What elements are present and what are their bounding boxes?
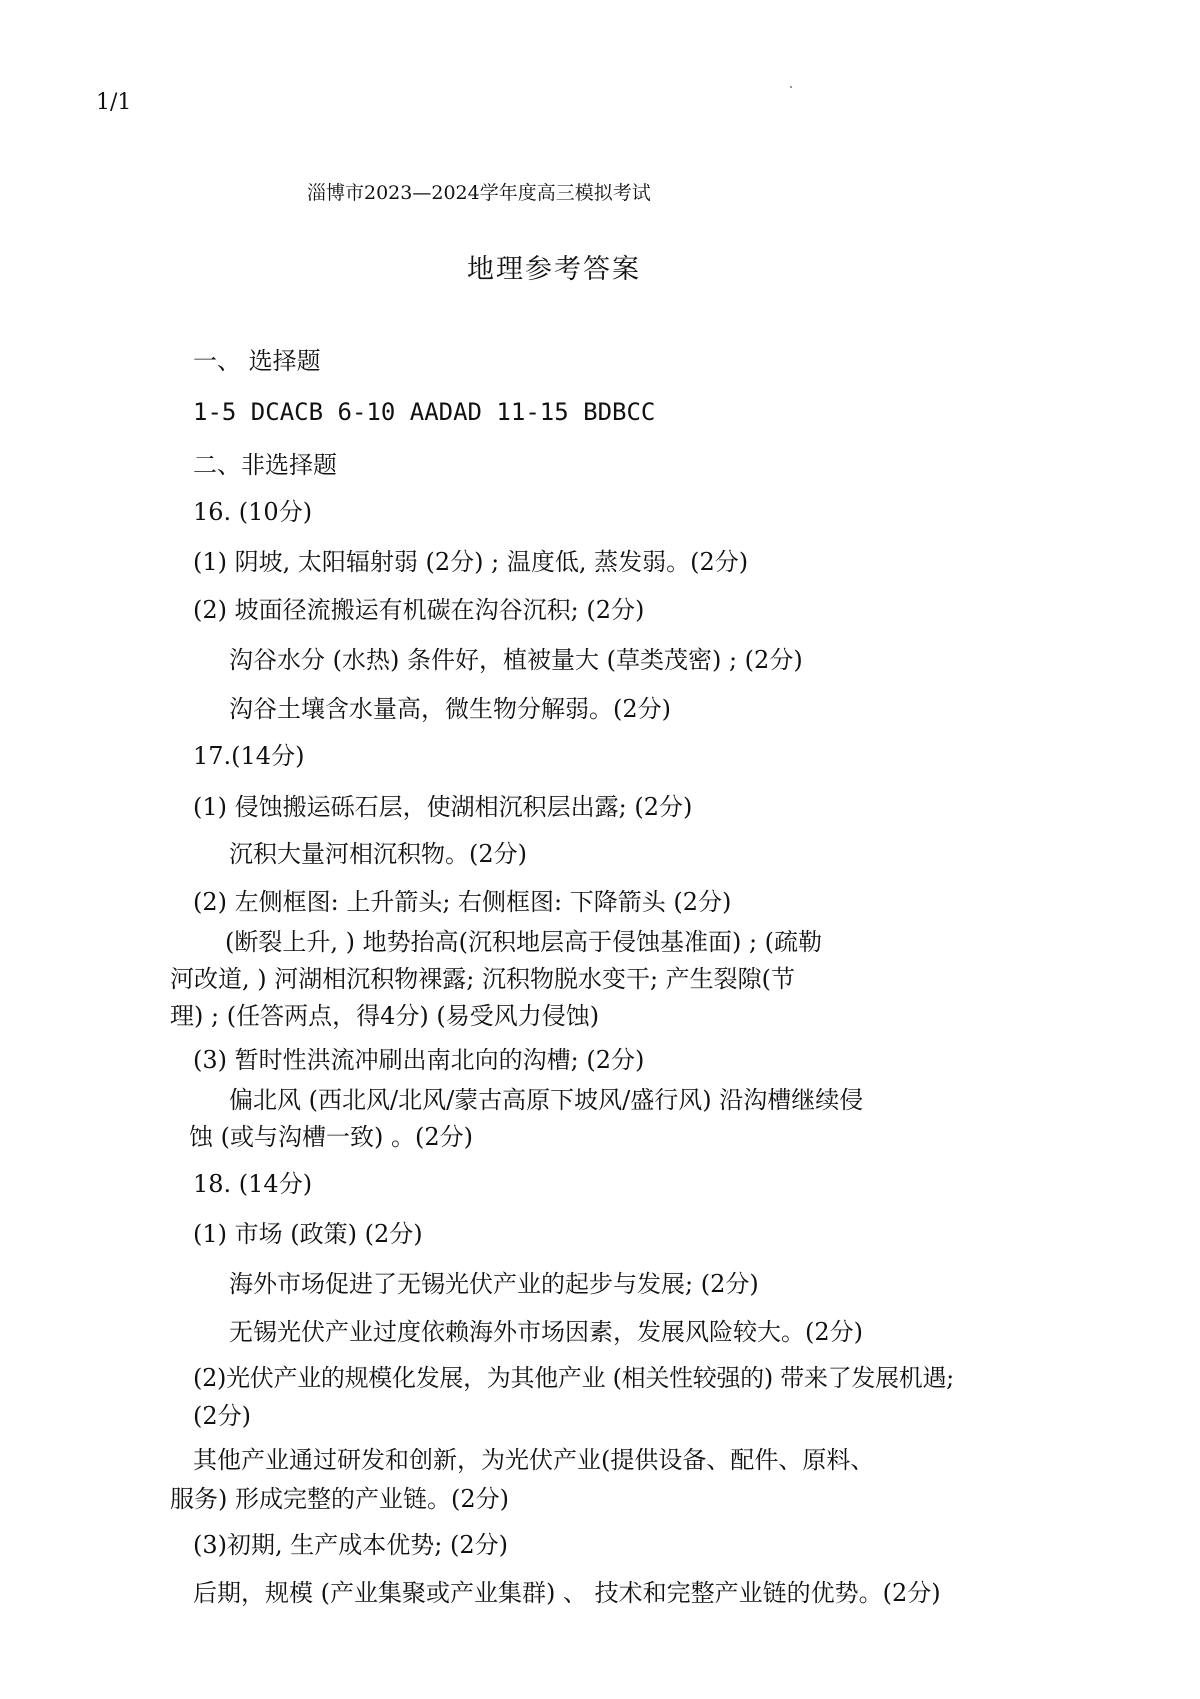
question-17-header: 17.(14分) [193, 742, 305, 770]
answer-line: 海外市场促进了无锡光伏产业的起步与发展; (2分) [229, 1270, 759, 1298]
answer-line: 沟谷土壤含水量高，微生物分解弱。(2分) [229, 695, 671, 723]
answer-line: 沟谷水分 (水热) 条件好，植被量大 (草类茂密) ; (2分) [229, 646, 803, 674]
answer-line: (1) 阴坡, 太阳辐射弱 (2分) ; 温度低, 蒸发弱。(2分) [193, 548, 749, 576]
answer-line: 服务) 形成完整的产业链。(2分) [170, 1485, 509, 1513]
answer-line: (2)光伏产业的规模化发展，为其他产业 (相关性较强的) 带来了发展机遇; [193, 1364, 954, 1392]
answer-line: 沉积大量河相沉积物。(2分) [229, 840, 527, 868]
answer-line: 理) ; (任答两点，得4分) (易受风力侵蚀) [170, 1002, 600, 1030]
answer-line: (1) 侵蚀搬运砾石层，使湖相沉积层出露; (2分) [193, 793, 693, 821]
answer-line: 偏北风 (西北风/北风/蒙古高原下坡风/盛行风) 沿沟槽继续侵 [229, 1086, 864, 1114]
question-16-header: 16. (10分) [193, 498, 313, 526]
answer-line: 其他产业通过研发和创新，为光伏产业(提供设备、配件、原料、 [193, 1446, 875, 1474]
answer-line: 蚀 (或与沟槽一致) 。(2分) [189, 1123, 473, 1151]
scan-speck [790, 86, 792, 88]
choice-answers: 1-5 DCACB 6-10 AADAD 11-15 BDBCC [193, 398, 656, 426]
answer-line: (2) 坡面径流搬运有机碳在沟谷沉积; (2分) [193, 596, 645, 624]
question-18-header: 18. (14分) [193, 1170, 313, 1198]
answer-line: 后期，规模 (产业集聚或产业集群) 、 技术和完整产业链的优势。(2分) [193, 1579, 941, 1607]
answer-line: 河改道, ) 河湖相沉积物裸露; 沉积物脱水变干; 产生裂隙(节 [170, 965, 796, 993]
answer-line: (3) 暂时性洪流冲刷出南北向的沟槽; (2分) [193, 1046, 645, 1074]
page-number: 1/1 [96, 90, 132, 115]
answer-line: 无锡光伏产业过度依赖海外市场因素，发展风险较大。(2分) [229, 1318, 863, 1346]
section-heading-nonchoice: 二、非选择题 [193, 451, 337, 479]
answer-line: (2) 左侧框图: 上升箭头; 右侧框图: 下降箭头 (2分) [193, 888, 732, 916]
answer-line: (3)初期, 生产成本优势; (2分) [193, 1531, 508, 1559]
exam-subtitle: 淄博市2023—2024学年度高三模拟考试 [307, 182, 651, 204]
page-title: 地理参考答案 [467, 254, 641, 285]
answer-line: (2分) [193, 1402, 251, 1430]
answer-line: (断裂上升, ) 地势抬高(沉积地层高于侵蚀基准面) ; (疏勒 [225, 928, 823, 956]
answer-line: (1) 市场 (政策) (2分) [193, 1220, 423, 1248]
section-heading-choice: 一、 选择题 [193, 347, 321, 375]
